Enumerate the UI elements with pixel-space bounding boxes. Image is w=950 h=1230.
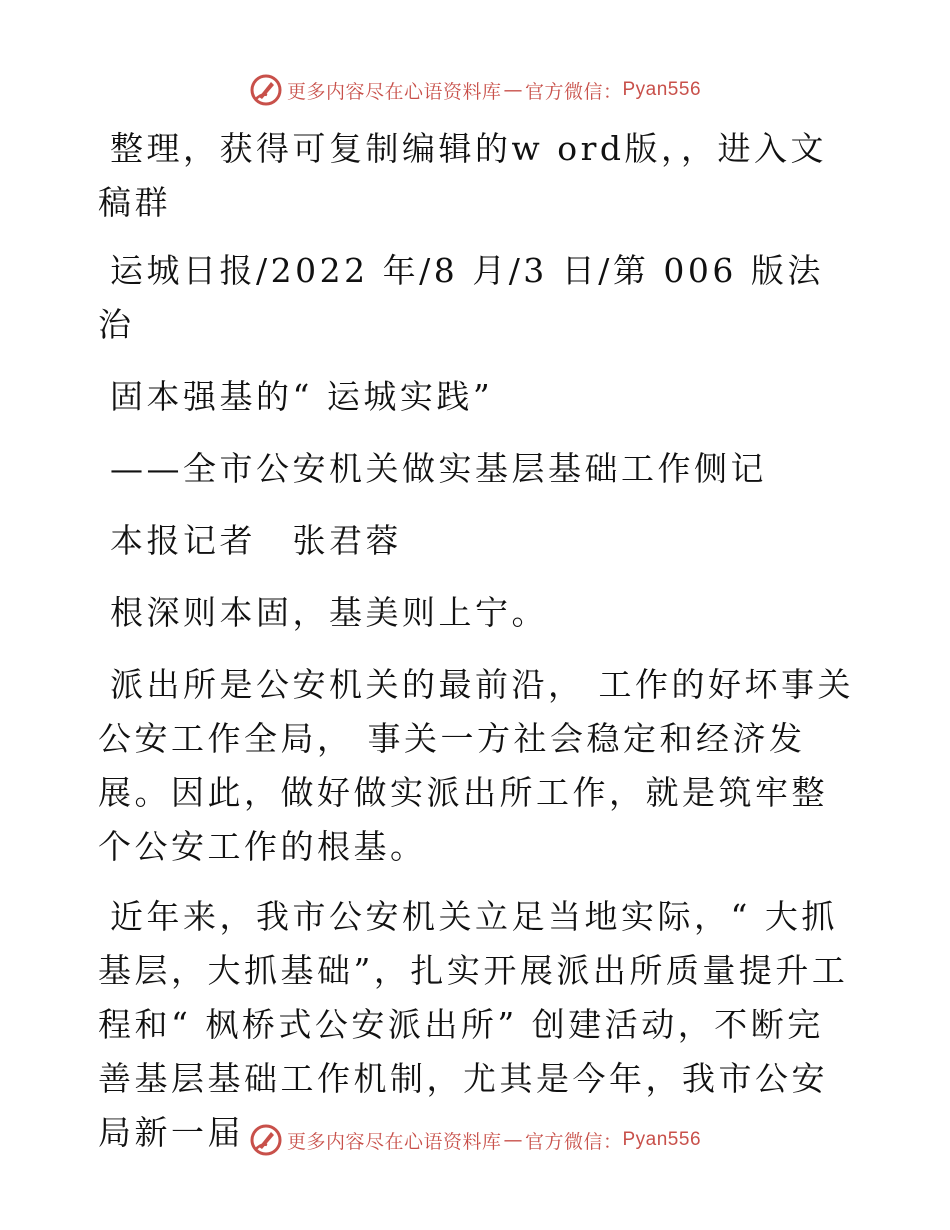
byline: 本报记者 张君蓉 xyxy=(110,521,402,560)
ink-pen-logo-icon xyxy=(249,73,283,107)
intro-note: 整理，获得可复制编辑的w ord版，，进入文稿群 xyxy=(98,129,828,222)
footer-watermark xyxy=(0,1120,950,1160)
article-title: 固本强基的“ 运城实践” xyxy=(110,377,494,416)
paragraph: 近年来，我市公安机关立足当地实际，“ 大抓基层，大抓基础”，扎实开展派出所质量提升工程和“ 枫桥式公安派出所” 创建活动，不断完善基层基础工作机制，尤其是今年，我市公安局新一届 xyxy=(98,897,849,1152)
paragraph: 根深则本固，基美则上宁。 xyxy=(110,593,548,632)
watermark-sub-text: 官方微信： xyxy=(524,1130,623,1153)
watermark-main-text: 更多内容尽在心语资料库 xyxy=(286,80,502,103)
watermark-wechat-id: Pyan556 xyxy=(622,1129,702,1150)
watermark-dash: — xyxy=(503,79,523,101)
source-line: 运城日报/2022 年/8 月/3 日/第 006 版法治 xyxy=(98,251,824,344)
header-watermark xyxy=(0,70,950,110)
paragraph: 派出所是公安机关的最前沿， 工作的好坏事关公安工作全局， 事关一方社会稳定和经济发展。因此，做好做实派出所工作，就是筑牢整个公安工作的根基。 xyxy=(98,665,854,866)
watermark-main-text: 更多内容尽在心语资料库 xyxy=(286,1130,502,1153)
watermark-wechat-id: Pyan556 xyxy=(622,79,702,100)
article-subtitle: ——全市公安机关做实基层基础工作侧记 xyxy=(110,449,767,488)
document-body xyxy=(98,122,858,1176)
ink-pen-logo-icon xyxy=(249,1123,283,1157)
watermark-sub-text: 官方微信： xyxy=(524,80,623,103)
watermark-dash: — xyxy=(503,1129,523,1151)
